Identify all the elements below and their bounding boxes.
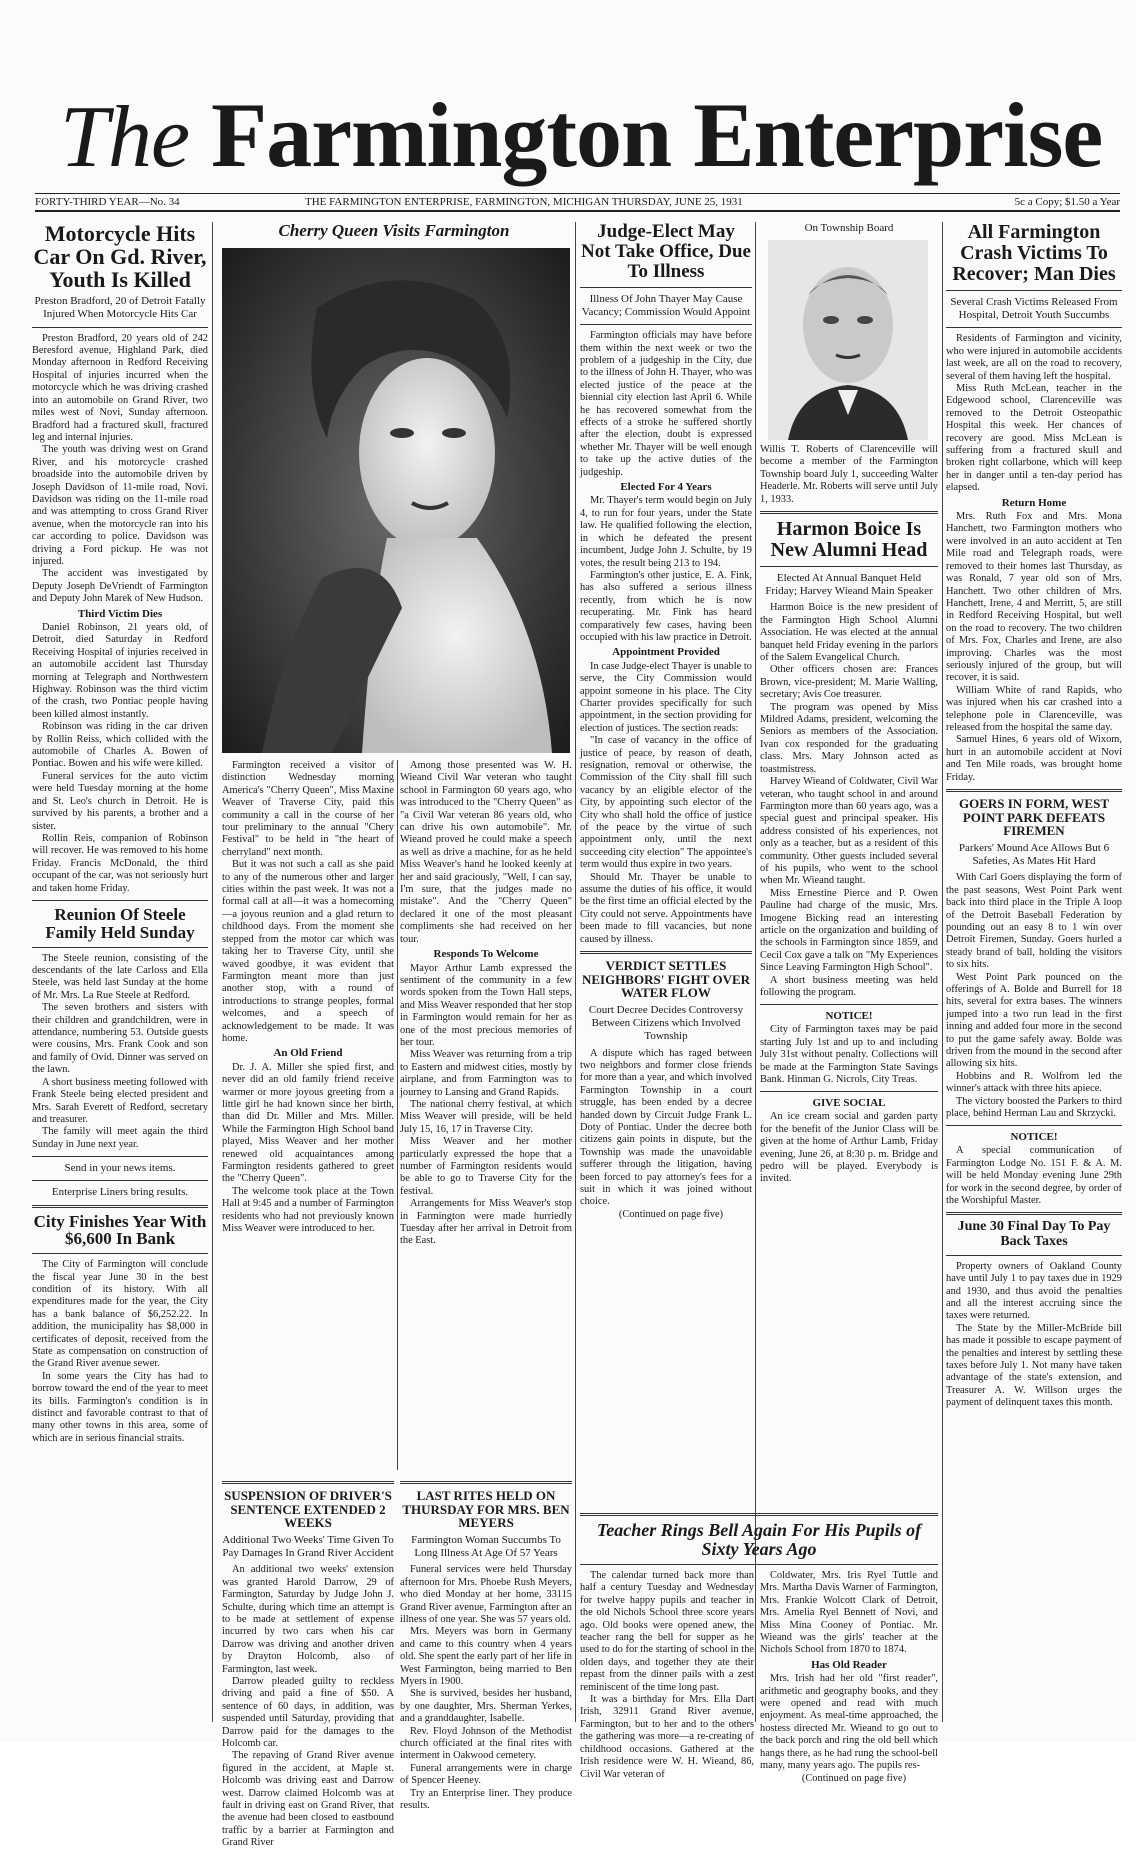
paragraph: Miss Ruth McLean, teacher in the Edgewood school, Clarenceville was removed to the Detroit Osteopathic Hospital this week. Her chances of recovery are good. Miss McLean is suffering from a fractured skull and broken right collarbone, which will keep her in danger until a ten-day period has elapsed. <box>946 383 1122 494</box>
paragraph: Hobbins and R. Wolfrom led the winner's attack with three hits apiece. <box>946 1070 1122 1095</box>
divider <box>580 324 752 325</box>
june30-headline: June 30 Final Day To Pay Back Taxes <box>957 1219 1111 1250</box>
right-column <box>946 222 1122 1410</box>
divider <box>32 900 208 901</box>
reunion-headline: Reunion Of Steele Family Held Sunday <box>45 904 195 942</box>
paragraph: The seven brothers and sisters with their children and grandchildren, were in attendance, numbering 53. Outside guests were cousins, Mrs. Frank Cook and son and family of Ovid. Dinner was served on the lawn. <box>32 1002 208 1076</box>
verdict-deck: Court Decree Decides Controversy Between Citizens which Involved Township <box>588 1004 744 1043</box>
cherry-section <box>218 222 570 240</box>
paragraph: Miss Ernestine Pierce and P. Owen Pauline had charge of the music, Mrs. Imogene Bicking read an interesting article on the organization and building of the schools in Farmington since 1859, and Cecil Cox gave a talk on "My Experiences Since Leaving Farmington High School". <box>760 887 938 974</box>
divider <box>760 511 938 514</box>
divider <box>946 290 1122 291</box>
teacher-headline: Teacher Rings Bell Again For His Pupils of Sixty Years Ago <box>596 1520 922 1559</box>
suspension-headline: SUSPENSION OF DRIVER'S SENTENCE EXTENDED 2 WEEKS <box>224 1488 392 1531</box>
paragraph: The program was opened by Miss Mildred Adams, president, welcoming the Seniors as members of the Association. Ivan cox responded for the graduating class. Mrs. Mary Johnson acted as toastmistress. <box>760 701 938 775</box>
paragraph: Mayor Arthur Lamb expressed the sentiment of the community in a few words spoken from the Town Hall steps, and Miss Weaver responded that her stop in Farmington would remain for her as one of the most precious memories of her tour. <box>400 962 572 1048</box>
paragraph: Funeral arrangements were in charge of Spencer Heeney. <box>400 1762 572 1787</box>
paragraph: The City of Farmington will conclude the fiscal year June 30 in the best condition of its history. With all expenditures made for the year, the City has a bank balance of $6,252.22. In addition, the municipality has $8,000 in certificates of deposit, received from the State as compensation on construction of the Grand River avenue sewer. <box>32 1259 208 1370</box>
paragraph: Arrangements for Miss Weaver's stop in Farmington were made hurriedly Tuesday after her arrival in Detroit from the East. <box>400 1198 572 1247</box>
paragraph: City of Farmington taxes may be paid starting July 1st and up to and including July 31st without penalty. Collections will be made at the Farmington State Savings Bank. Hinman G. Nicrols, City Treas. <box>760 1024 938 1086</box>
dateline-date: THE FARMINGTON ENTERPRISE, FARMINGTON, MICHIGAN THURSDAY, JUNE 25, 1931 <box>305 196 743 208</box>
motorcycle-deck: Preston Bradford, 20 of Detroit Fatally Injured When Motorcycle Hits Car <box>34 295 206 321</box>
paragraph: A short business meeting followed with Frank Steele being elected president and Mrs. Sarah Everett of Redford, secretary and treasurer. <box>32 1076 208 1125</box>
cherry-body-b <box>400 760 572 1248</box>
column-rule <box>397 760 398 1470</box>
boice-deck: Elected At Annual Banquet Held Friday; Harvey Wieand Main Speaker <box>765 572 933 598</box>
motorcycle-headline: Motorcycle Hits Car On Gd. River, Youth Is Killed <box>33 221 207 293</box>
paragraph: Dr. J. A. Miller she spied first, and never did an old family friend receive warmer or more joyous greeting from a little girl he had known since her birth, than did Dr. Miller and Mrs. Miller. While the Farmington High School band played, Miss Weaver and her mother renewed old acquaintances among Farmington residents gathered to greet the "Cherry Queen". <box>222 1061 394 1185</box>
divider <box>580 951 752 954</box>
goers-deck: Parkers' Mound Ace Allows But 6 Safeties, As Mates Hit Hard <box>958 841 1110 868</box>
boice-headline: Harmon Boice Is New Alumni Head <box>770 518 928 562</box>
divider <box>222 1481 394 1484</box>
paragraph: Other officers chosen are: Frances Brown, vice-president; M. Marie Walling, secretary; Avis Coe treasurer. <box>760 664 938 701</box>
township-section <box>760 222 938 239</box>
paragraph: Preston Bradford, 20 years old of 242 Beresford avenue, Highland Park, died Monday afternoon in Redford Receiving Hospital of injuries incurred when the motorcycle which he was driving crashed into an automobile on Grand River, two miles west of Novi, Sunday afternoon. Bradford had a fractured skull, fractured leg and internal injuries. <box>32 332 208 443</box>
paragraph: In some years the City has had to borrow toward the end of the year to meet its bills. Farmington's condition is in distinct and favorable contrast to that of many other towns in this area, some of which are in serious financial straits. <box>32 1370 208 1444</box>
masthead-title <box>60 84 1103 188</box>
paragraph: Funeral services for the auto victim were held Tuesday morning at the home and St. Leo's church in Detroit. He is survived by his parents, a brother and a sister. <box>32 770 208 832</box>
paragraph: An ice cream social and garden party for the benefit of the Junior Class will be given at the home of Arthur Lamb, Friday evening, June 26, at 8:30 p. m. Bridge and pedro will be played. Everybody is invited. <box>760 1111 938 1185</box>
suspension-deck: Additional Two Weeks' Time Given To Pay Damages In Grand River Accident <box>222 1533 394 1560</box>
subhead: Has Old Reader <box>811 1658 887 1671</box>
paragraph: Harmon Boice is the new president of the Farmington High School Alumni Association. He was elected at the annual banquet held Friday evening in the parlors of the Salem Evangelical Church. <box>760 602 938 664</box>
column-1 <box>32 222 208 1445</box>
column-rule <box>212 222 213 1722</box>
paragraph: Coldwater, Mrs. Iris Ryel Tuttle and Mrs. Martha Davis Warner of Farmington, Mrs. Frankie Wolcott Clark of Detroit, Mrs. Amelia Ryel Bennett of Novi, and Miss Mina Cooney of Pontiac. Mr. Wieand was the girls' teacher at the Nichols School from 1870 to 1874. <box>760 1570 938 1656</box>
paragraph: Mrs. Irish had her old "first reader", arithmetic and geography books, and they were opened and read with much enjoyment. As meal-time approached, the hostess directed Mr. Wieand to go out to the back porch and ring the old bell which hangs there, as he had rung the school-bell many, many years ago. The pupils res- <box>760 1673 938 1772</box>
paragraph: Mrs. Ruth Fox and Mrs. Mona Hanchett, two Farmington mothers who were involved in an auto accident at Ten Mile road and Telegraph roads, were removed to their homes last Thursday, as was Ronald, 7 year old son of Mrs. Hanchett. Two other children of Mrs. Hanchett, Irene, 4 and Merritt, 5, are still in Redford Receiving Hospital, but well on the road to recovery. The two children of Mrs. Fox, Charles and Irene, are also improving. Charles was the most seriously injured of the group, but will recover, it is said. <box>946 511 1122 684</box>
boice-article <box>760 444 938 1186</box>
teacher-article <box>580 1508 938 1570</box>
divider <box>760 566 938 567</box>
paragraph: Darrow pleaded guilty to reckless driving and paid a fine of $50. A sentence of 60 days, in addition, was suspended until Saturday, providing that Darrow paid for the damages to the Holcomb car. <box>222 1675 394 1749</box>
divider <box>400 1481 572 1484</box>
paragraph: It was a birthday for Mrs. Ella Dart Irish, 32911 Grand River avenue, Farmington, but to her and to the others the gathering was more—a re-creating of childhood occasions. Gathered at the Irish residence were W. H. Wieand, 86, Civil War veteran of <box>580 1694 754 1780</box>
paragraph: Farmington officials may have before them within the next week or two the problem of a judgeship in the City, due to the illness of John H. Thayer, who was elected justice of the peace at the biennial city election last April 6. While he has recovered somewhat from the effects of a stroke he suffered shortly after the election, doubt is expressed whether Mr. Thayer will be well enough to take up the active duties of the judgeship. <box>580 330 752 478</box>
column-rule <box>942 222 943 1722</box>
send-news: Send in your news items. <box>64 1162 176 1175</box>
paragraph: Samuel Hines, 6 years old of Wixom, hurt in an automobile accident at Novi and Ten Mile roads, was brought home Friday. <box>946 734 1122 783</box>
motorcycle-body <box>32 333 208 895</box>
roberts-portrait <box>768 240 928 440</box>
paragraph: Among those presented was W. H. Wieand Civil War veteran who taught school in Farmington 60 years ago, who was introduced to the "Cherry Queen" as "a Civil War veteran 86 years old, who can drive his own automobile". Mr. Wieand proved he could make a speech as well as drive a machine, for as he held Miss Weaver's hand he looked keenly at her and said graciously, "Well, I can say, I'm sure, that the judges made no mistake". And the "Cherry Queen" declared it one of the most pleasant compliments she had received on her tour. <box>400 760 572 945</box>
masthead <box>60 84 1103 186</box>
paragraph: Mr. Thayer's term would begin on July 4, to run for four years, under the State law. He qualified following the election, in which he defeated the present incumbent, Judge John J. Schulte, by 19 votes, the result being 213 to 194. <box>580 495 752 569</box>
paragraph: "In case of vacancy in the office of justice of peace, by reason of death, resignation, removal or otherwise, the Commission of the City shall fill such vacancy by an eligible elector of the City, by appointing such elector of the City who shall hold the office of justice of the peace by the virtue of such appointment only, until the next succeeding city election" The appointee's term would thus expire in two years. <box>580 735 752 871</box>
divider <box>580 287 752 288</box>
subhead: Third Victim Dies <box>77 607 163 620</box>
divider <box>760 1091 938 1092</box>
lastrites-article <box>400 1476 572 1812</box>
subhead: Return Home <box>1001 496 1067 509</box>
divider <box>32 1253 208 1254</box>
divider <box>760 1004 938 1005</box>
subhead: Elected For 4 Years <box>620 481 712 494</box>
paragraph: Rollin Reis, companion of Robinson will recover. He was removed to his home Friday. Francis McDonald, the third occupant of the car, was not seriously hurt and taken home Friday. <box>32 832 208 894</box>
goers-headline: GOERS IN FORM, WEST POINT PARK DEFEATS FIREMEN <box>958 796 1109 839</box>
subhead: Responds To Welcome <box>433 948 539 961</box>
paragraph: Rev. Floyd Johnson of the Methodist church officiated at the final rites with interment in Oakwood cemetery. <box>400 1725 572 1762</box>
masthead-name: Farmington Enterprise <box>211 84 1103 186</box>
verdict-headline: VERDICT SETTLES NEIGHBORS' FIGHT OVER WATER FLOW <box>581 958 751 1001</box>
subhead: Appointment Provided <box>612 646 720 659</box>
paragraph: The accident was investigated by Deputy Joseph DeVriendt of Farmington and Deputy John Marek of New Hudson. <box>32 568 208 605</box>
continued-note: (Continued on page five) <box>618 1208 724 1220</box>
paragraph: In case Judge-elect Thayer is unable to serve, the City Commission would appoint someone in his place. The City Charter provides specifically for such appointment, in the section providing for election of justices. The section reads: <box>580 660 752 734</box>
divider <box>946 789 1122 792</box>
divider <box>32 947 208 948</box>
divider <box>946 1255 1122 1256</box>
paragraph: A short business meeting was held following the program. <box>760 974 938 998</box>
paragraph: William White of rand Rapids, who was injured when his car crashed into a telephone pole in Clarenceville, was released from the hospital the same day. <box>946 684 1122 733</box>
teacher-body-a <box>580 1570 754 1781</box>
divider <box>32 1156 208 1157</box>
cherry-headline: Cherry Queen Visits Farmington <box>278 221 510 240</box>
paragraph: Mrs. Meyers was born in Germany and came to this country when 4 years old. She spent the early part of her life in West Farmington, being married to Ben Myers in 1900. <box>400 1626 572 1687</box>
paragraph: Miss Weaver was returning from a trip to Eastern and midwest cities, mostly by airplane, and from Farmington was to journey to Lansing and Grand Rapids. <box>400 1049 572 1098</box>
divider <box>580 1564 938 1565</box>
liners-note: Enterprise Liners bring results. <box>51 1186 189 1199</box>
paragraph: She is survived, besides her husband, by one daughter, Mrs. Sherman Yerkes, and a granddaughter, Isabelle. <box>400 1688 572 1725</box>
continued-note: (Continued on page five) <box>801 1772 907 1784</box>
paragraph: A special communication of Farmington Lodge No. 151 F. & A. M. will be held Monday evening June 29th for work in the second degree, by order of the Worshipful Master. <box>946 1145 1122 1207</box>
paragraph: The national cherry festival, at which Miss Weaver will preside, will be held July 15, 16, 17 in Traverse City. <box>400 1098 572 1135</box>
paragraph: An additional two weeks' extension was granted Harold Darrow, 29 of Farmington, Saturday by Judge John J. Schulte, during which time an attempt is to be made at settlement of expense incurred by two cars when his car Darrow was driving and another driven by Drayton Holcomb, also of Farmington, last week. <box>222 1564 394 1675</box>
paragraph: A dispute which has raged between two neighbors and former close friends for more than a year, and which involved Farmington Township in a court struggle, has been ended by a decree handed down by Circuit Judge Frank L. Doty of Pontiac. Under the decree both citizens gain points in dispute, but the Township was made the unavoidable sufferer through the litigation, having been forced to pay attorney's fees for a suit in which it was joined without choice. <box>580 1047 752 1208</box>
divider <box>32 1180 208 1181</box>
divider <box>946 1125 1122 1126</box>
divider <box>32 327 208 328</box>
paragraph: Robinson was riding in the car driven by Rollin Reiss, which collided with the automobile of Charles A. Bowen of Pontiac. Bowen and his wife were killed. <box>32 721 208 770</box>
paragraph: Farmington's other justice, E. A. Fink, has also suffered a serious illness recently, from which he is now recuperating. Mr. Fink has heard comparatively few cases, having been occupied with his law practice in Detroit. <box>580 569 752 643</box>
column-rule <box>755 222 756 1722</box>
paragraph: The calendar turned back more than half a century Tuesday and Wednesday for twelve happy pupils and teacher in the old Nichols School three score years ago. Old books were opened anew, the teacher rang the bell for supper as he used to do for the starting of school in the olden days, and together they ate their repast from the dinner pails with a zest reminiscent of the time long past. <box>580 1570 754 1693</box>
cherry-body-a <box>222 760 394 1235</box>
subhead: An Old Friend <box>273 1047 343 1060</box>
paragraph: The State by the Miller-McBride bill has made it possible to escape payment of the penalties and interest by settling these taxes before July 1. Not many have taken advantage of the state's extension, and Treasurer A. W. Willson urges the payment of delinquent taxes this month. <box>946 1322 1122 1409</box>
divider <box>946 327 1122 328</box>
allfarm-deck: Several Crash Victims Released From Hospital, Detroit Youth Succumbs <box>950 296 1118 322</box>
column-rule <box>575 222 576 1722</box>
paragraph: Funeral services were held Thursday afternoon for Mrs. Phoebe Rush Meyers, who died Monday at her home, 33115 Grand River avenue, Farmington after an illness of one year. She was 57 years old. <box>400 1564 572 1625</box>
judge-article <box>580 222 752 1221</box>
reunion-body <box>32 953 208 1152</box>
paragraph: The youth was driving west on Grand River, and his motorcycle crashed broadside into the automobile driven by Joseph Davidson of 11-mile road, Novi. Davidson was riding on the 11-mile road and was attempting to cross Grand River avenue, when the motorcycle ran into his car according to police. Davidson was driving a Ford pickup. He was not injured. <box>32 444 208 567</box>
divider <box>580 1513 938 1516</box>
township-label: On Township Board <box>804 222 894 234</box>
man-portrait-image <box>768 240 928 440</box>
allfarm-headline: All Farmington Crash Victims To Recover; Man Dies <box>952 221 1116 285</box>
paragraph: Harvey Wieand of Coldwater, Civil War veteran, who taught school in and around Farmington more than 60 years ago, was a special guest and principal speaker. His address consisted of his experiences, not only as a teacher, but as a resident of this community. Other guests included several of his pupils, who went to the school when Mr. Wieand taught. <box>760 776 938 887</box>
city-body <box>32 1259 208 1445</box>
paragraph: Daniel Robinson, 21 years old, of Detroit, died Saturday in Redford Receiving Hospital of injuries received in an automobile accident last Thursday morning at Telegraph and Northwestern Highway. Robinson was the third victim of the crash, two Pontiac people having been killed almost instantly. <box>32 622 208 720</box>
suspension-article <box>222 1476 394 1850</box>
paragraph: Miss Weaver and her mother particularly expressed the hope that a number of Farmington residents would be able to go to Traverse City for the festival. <box>400 1136 572 1197</box>
paragraph: The family will meet again the third Sunday in June next year. <box>32 1126 208 1150</box>
township-caption: Willis T. Roberts of Clarenceville will become a member of the Farmington Township board July 1, succeeding Walter Headerle. Mr. Roberts will serve until July 1, 1933. <box>760 444 938 505</box>
divider <box>946 1212 1122 1215</box>
paragraph: West Point Park pounced on the offerings of A. Bolde and Burrell for 18 hits, several for extra bases. The winners jumped into a two run lead in the first inning and added four more in the second to put the game safely away. Bolde was driven from the mound in the second after allowing six hits. <box>946 971 1122 1070</box>
divider <box>32 1205 208 1208</box>
masthead-the: The <box>60 89 189 186</box>
cherry-queen-portrait <box>222 248 570 753</box>
notice-title: NOTICE! <box>825 1010 873 1023</box>
teacher-body-b <box>760 1570 938 1785</box>
judge-headline: Judge-Elect May Not Take Office, Due To Illness <box>581 221 751 282</box>
paragraph: But it was not such a call as she paid to any of the numerous other and larger cities within the past week. It was not a formal call at all—it was a homecoming—a joyous reunion and a glad return to childhood days. From the moment she stepped from the motor car which was taking her to Traverse City, until she waved goodbye, it was evident that Farmington meant more than just another stop, with a round of introductions to strange peoples, formal welcomes, and a speech of acknowledgement to be made. It was home. <box>222 859 394 1044</box>
lodge-notice-title: NOTICE! <box>1010 1131 1058 1144</box>
dateline-volume: FORTY-THIRD YEAR—No. 34 <box>35 196 180 208</box>
paragraph: With Carl Goers displaying the form of the past seasons, West Point Park went back into third place in the Triple A loop of the Detroit Baseball Federation by pounding out an easy 8 to 1 win over Detroit Firemen, Sunday. Goers hurled a steady brand of ball, holding the visitors to six hits. <box>946 872 1122 971</box>
paragraph: The victory boosted the Parkers to third place, behind Herman Lau and Skrzycki. <box>946 1095 1122 1120</box>
judge-deck: Illness Of John Thayer May Cause Vacancy; Commission Would Appoint <box>581 292 751 318</box>
portrait-photo-image <box>222 248 570 753</box>
paragraph: Should Mr. Thayer be unable to assume the duties of his office, it would be the first time an official elected by the City could not serve. Appointments have been made to fill vacancies, but none caused by illness. <box>580 871 752 945</box>
lastrites-headline: LAST RITES HELD ON THURSDAY FOR MRS. BEN MEYERS <box>402 1488 570 1531</box>
paragraph: Try an Enterprise liner. They produce results. <box>400 1787 572 1812</box>
paragraph: The welcome took place at the Town Hall at 9:45 and a number of Farmington residents who had not previously known Miss Weaver were introduced to her. <box>222 1185 394 1235</box>
paragraph: The Steele reunion, consisting of the descendants of the late Carloss and Ella Steele, was held last Sunday at the home of Mr. Mrs. La Rue Steele at Redford. <box>32 952 208 1001</box>
paragraph: Farmington received a visitor of distinction Wednesday morning America's "Cherry Queen", Miss Maxine Weaver of Traverse City, paid this community a call in the course of her tour preliminary to the annual "Chery Festival" to be held in "the heart of cherryland" next month. <box>222 760 394 858</box>
social-title: GIVE SOCIAL <box>812 1097 886 1110</box>
dateline <box>35 193 1120 212</box>
paragraph: Property owners of Oakland County have until July 1 to pay taxes due in 1929 and 1930, and thus avoid the penalties and all the interest accruing since the taxes were returned. <box>946 1260 1122 1322</box>
paragraph: Residents of Farmington and vicinity, who were injured in automobile accidents last week, are all on the road to recovery, several of them having left the hospital. <box>946 333 1122 382</box>
city-headline: City Finishes Year With $6,600 In Bank <box>33 1211 207 1249</box>
lastrites-deck: Farmington Woman Succumbs To Long Illness At Age Of 57 Years <box>411 1533 561 1560</box>
paragraph: The repaving of Grand River avenue figured in the accident, at Maple st. Holcomb was driving east and Darrow west. Darrow claimed Holcomb was at fault in driving east on Grand River, that the avenue had been closed to eastbound traffic by a barrier at Farmington and Grand River <box>222 1750 394 1849</box>
dateline-price: 5c a Copy; $1.50 a Year <box>1014 196 1120 208</box>
